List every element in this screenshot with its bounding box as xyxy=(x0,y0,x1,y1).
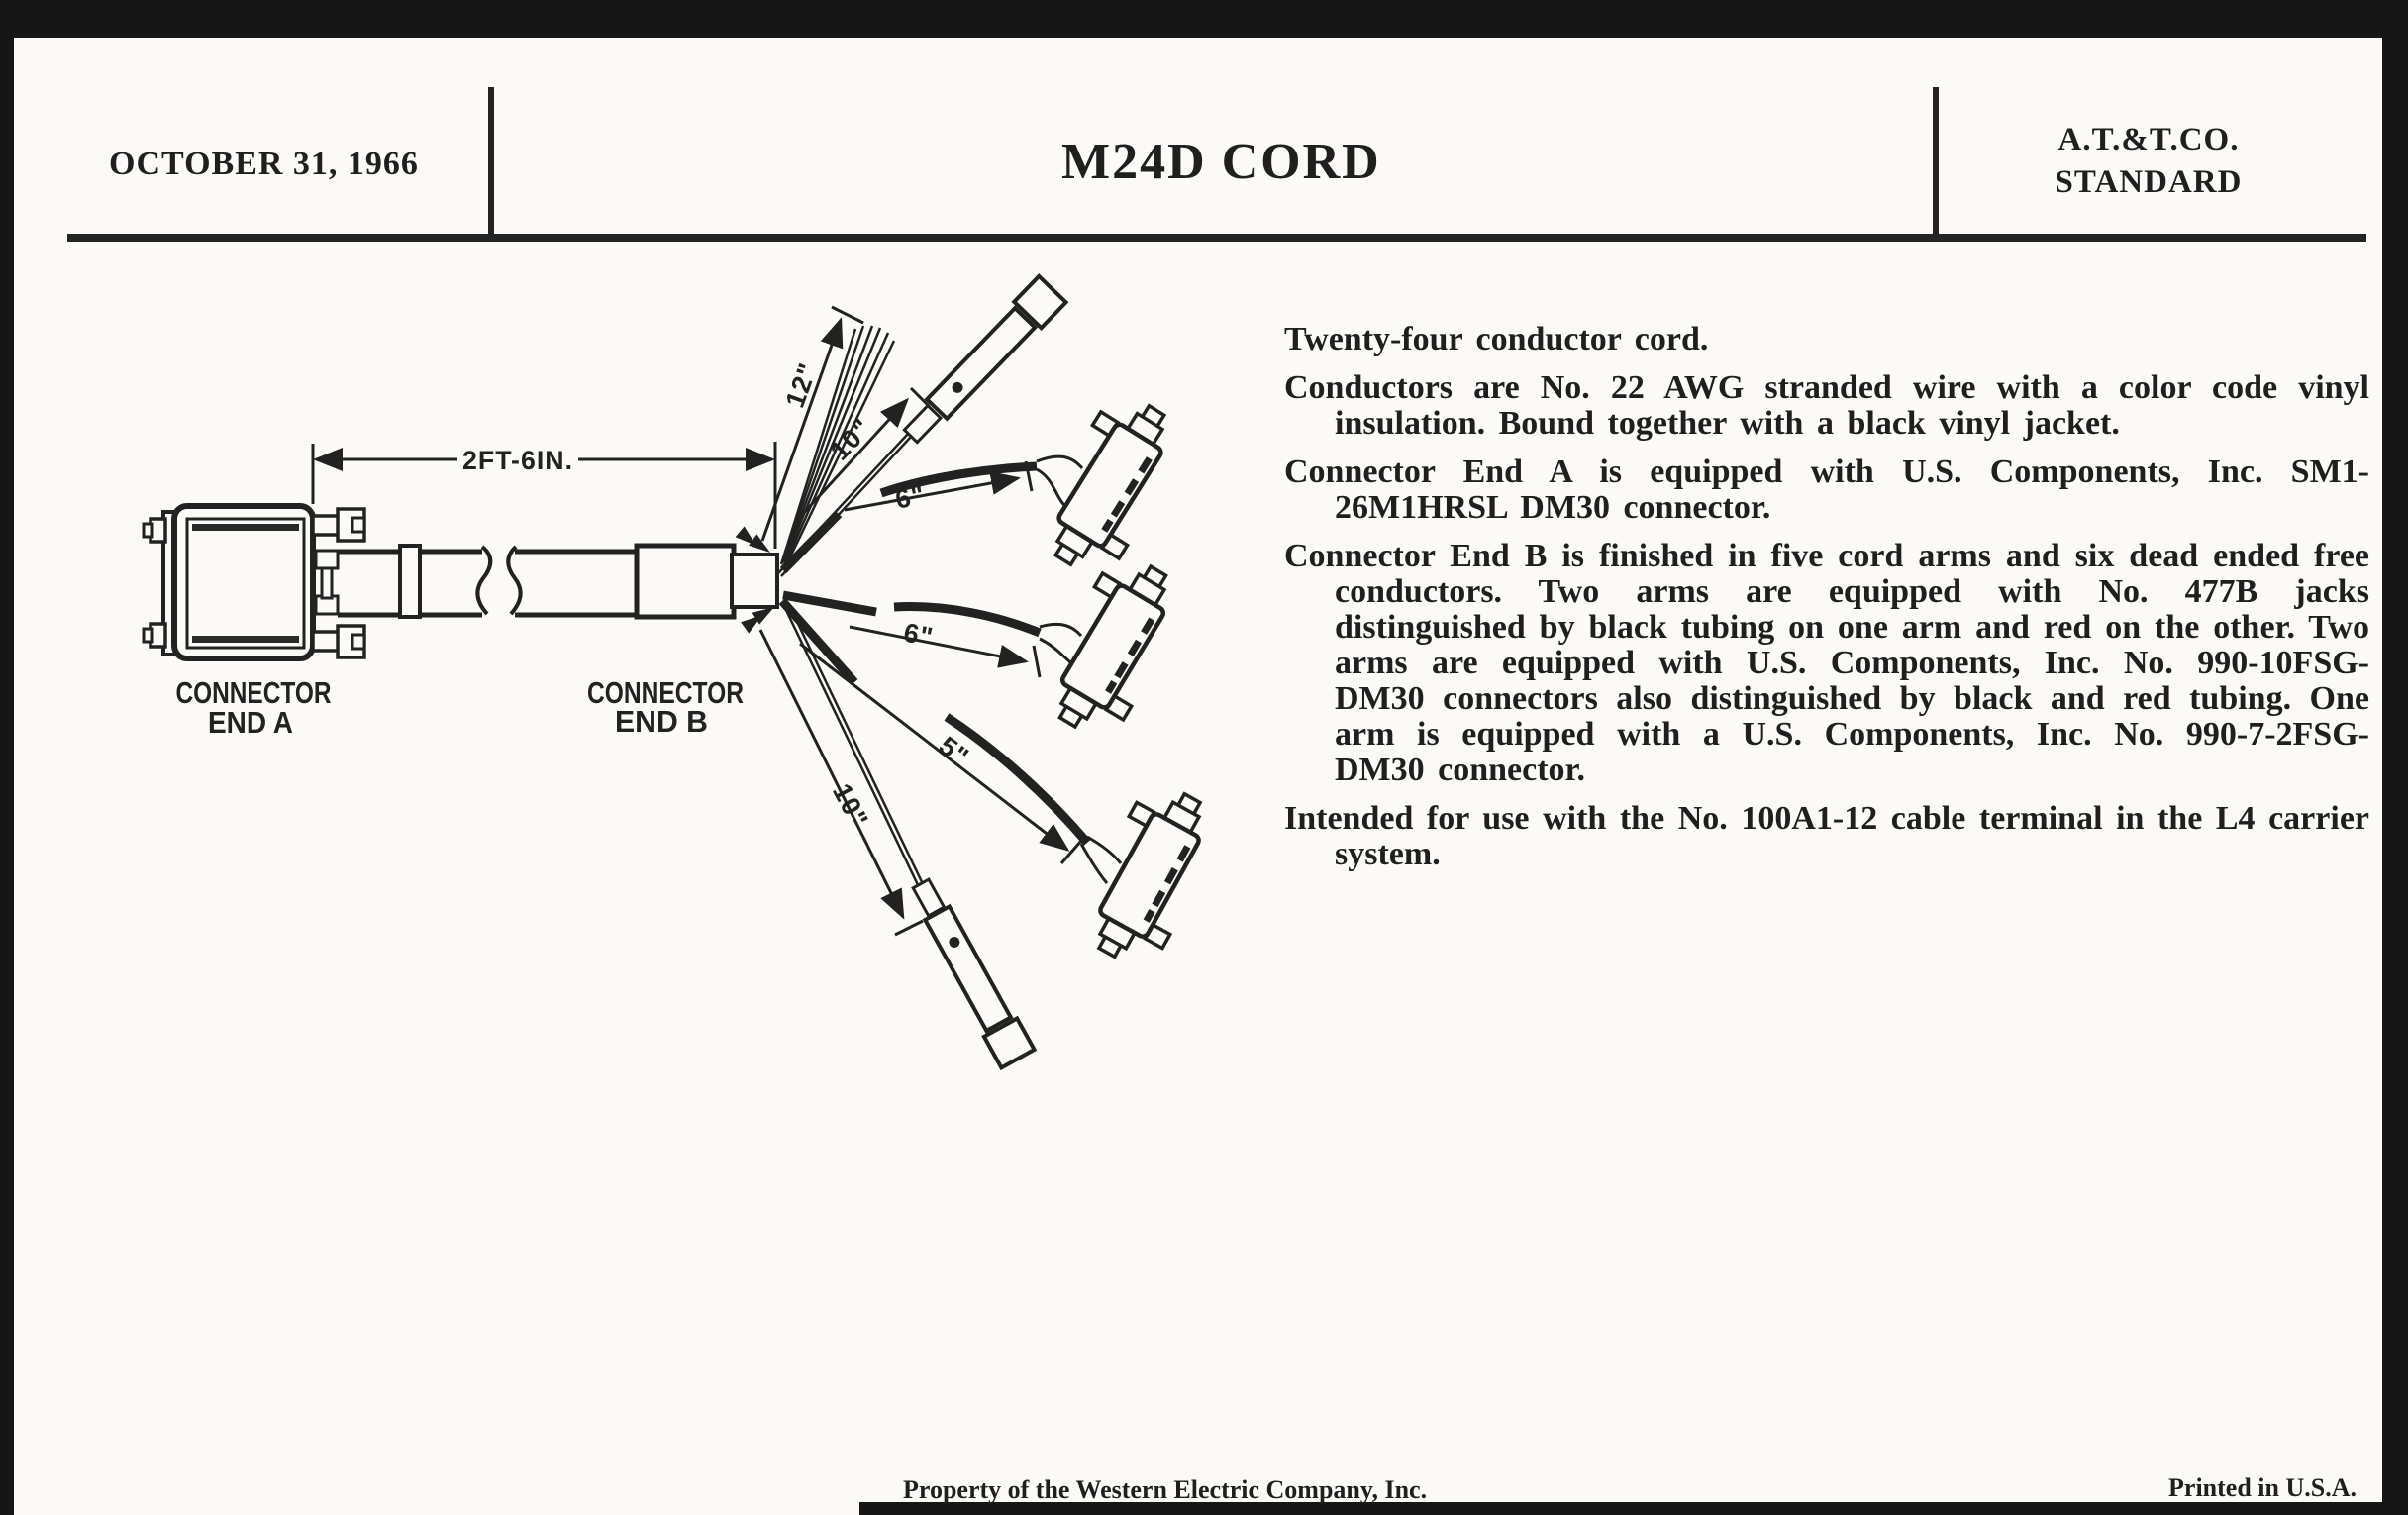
note-paragraph: Connector End B is finished in five cord arms and six dead ended free conductors. Two arms are equipped with No. 477B jacks distinguished by black tubing on one arm and red on the other. Two arms are equipped with U.S. Components, Inc. No. 990-10FSG-DM30 connectors also distinguished by black and red tubing. One arm is equipped with a U.S. Components, Inc. No. 990-7-2FSG-DM30 connector. xyxy=(1284,538,2369,788)
end-b-stub xyxy=(732,555,777,607)
477b-jack-bottom xyxy=(904,874,1034,1067)
issue-date: OCTOBER 31, 1966 xyxy=(109,146,419,182)
477b-jack-top xyxy=(897,276,1065,450)
cable-clamp xyxy=(316,551,338,614)
note-paragraph: Twenty-four conductor cord. xyxy=(1284,321,1709,357)
dimension-overall-length xyxy=(313,442,775,549)
cord-arm-5-wires xyxy=(1081,837,1121,883)
dim-6-top-label: 6" xyxy=(892,479,928,515)
connector-end-b-caption-line1: CONNECTOR xyxy=(587,675,744,710)
note-paragraph: Intended for use with the No. 100A1-12 cable terminal in the L4 carrier system. xyxy=(1284,800,2369,872)
page-title: M24D CORD xyxy=(1061,134,1381,190)
connector-end-a xyxy=(144,506,364,658)
dim-10-bottom-label: 10" xyxy=(826,778,874,834)
thumbscrew-top xyxy=(313,509,364,541)
note-paragraph: Conductors are No. 22 AWG stranded wire with a color code vinyl insulation. Bound together with a black vinyl jacket. xyxy=(1284,369,2369,442)
cable-jacket xyxy=(338,546,777,617)
org-line2: STANDARD xyxy=(2055,164,2243,200)
cable-break-left xyxy=(477,547,490,614)
dim-overall-label: 2FT-6IN. xyxy=(462,446,573,475)
printed-notice: Printed in U.S.A. xyxy=(2168,1473,2357,1502)
dim-12-label: 12" xyxy=(779,358,824,412)
org-line1: A.T.&T.CO. xyxy=(2057,122,2240,157)
property-notice: Property of the Western Electric Company, Inc. xyxy=(903,1475,1428,1504)
note-paragraph: Connector End A is equipped with U.S. Components, Inc. SM1-26M1HRSL DM30 connector. xyxy=(1284,454,2369,526)
connector-end-a-caption-line2: END A xyxy=(208,705,293,740)
connector-end-b-caption-line2: END B xyxy=(615,704,708,739)
dim-10-top-label: 10" xyxy=(824,412,878,466)
connector-end-a-caption-line1: CONNECTOR xyxy=(175,675,332,710)
dim-6-mid-label: 6" xyxy=(901,617,937,653)
cord-arm-5 xyxy=(782,601,1087,843)
dm30-connector-3 xyxy=(1066,775,1234,974)
end-b-sleeve xyxy=(637,546,734,617)
thumbscrew-bottom xyxy=(313,626,364,657)
diagram-captions xyxy=(176,675,745,740)
cable-break-right xyxy=(508,547,520,614)
dm30-connector-1 xyxy=(1024,386,1196,585)
dim-5-label: 5" xyxy=(933,730,975,772)
